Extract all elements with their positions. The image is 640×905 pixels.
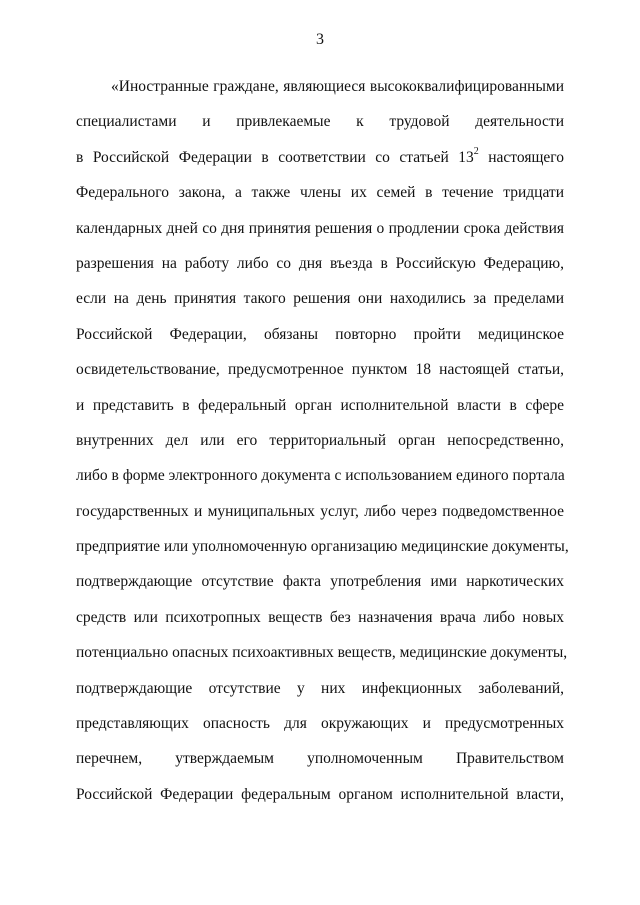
text-line-3-after: настоящего [478,148,564,166]
text-line-17: потенциально опасных психоактивных веществ, медицинские документы, [76,644,568,662]
text-line-4: Федерального закона, а также члены их семей в течение тридцати [76,184,564,202]
text-line-2: специалистами и привлекаемые к трудовой деятельности [76,113,564,131]
text-line-11: внутренних дел или его территориальный орган непосредственно, [76,431,564,449]
text-line-18: подтверждающие отсутствие у них инфекционных заболеваний, [76,679,564,697]
text-line-10: и представить в федеральный орган исполнительной власти в сфере [76,396,564,414]
text-line-16: средств или психотропных веществ без назначения врача либо новых [76,608,564,626]
text-line-8: Российской Федерации, обязаны повторно пройти медицинское [76,325,564,343]
page-number: 3 [316,31,324,48]
text-line-12: либо в форме электронного документа с использованием единого портала [76,467,565,485]
document-body [76,74,569,817]
text-line-19: представляющих опасность для окружающих и предусмотренных [76,715,564,733]
text-line-20: перечнем, утверждаемым уполномоченным Правительством [76,750,564,768]
text-line-7: если на день принятия такого решения они находились за пределами [76,290,564,308]
superscript-article-number: 2 [473,145,479,157]
text-line-6: разрешения на работу либо со дня въезда в Российскую Федерацию, [76,254,564,272]
text-line-5: календарных дней со дня принятия решения о продлении срока действия [76,219,564,237]
text-line-13: государственных и муниципальных услуг, либо через подведомственное [76,502,564,520]
text-line-9: освидетельствование, предусмотренное пунктом 18 настоящей статьи, [76,361,564,379]
text-line-1: «Иностранные граждане, являющиеся высококвалифицированными [111,78,564,95]
text-line-15: подтверждающие отсутствие факта употребления ими наркотических [76,573,564,591]
text-line-14: предприятие или уполномоченную организацию медицинские документы, [76,538,569,556]
text-line-3-before: в Российской Федерации в соответствии со статьей 13 [76,148,474,166]
text-line-21: Российской Федерации федеральным органом исполнительной власти, [76,785,564,803]
text-line-3 [76,145,564,180]
